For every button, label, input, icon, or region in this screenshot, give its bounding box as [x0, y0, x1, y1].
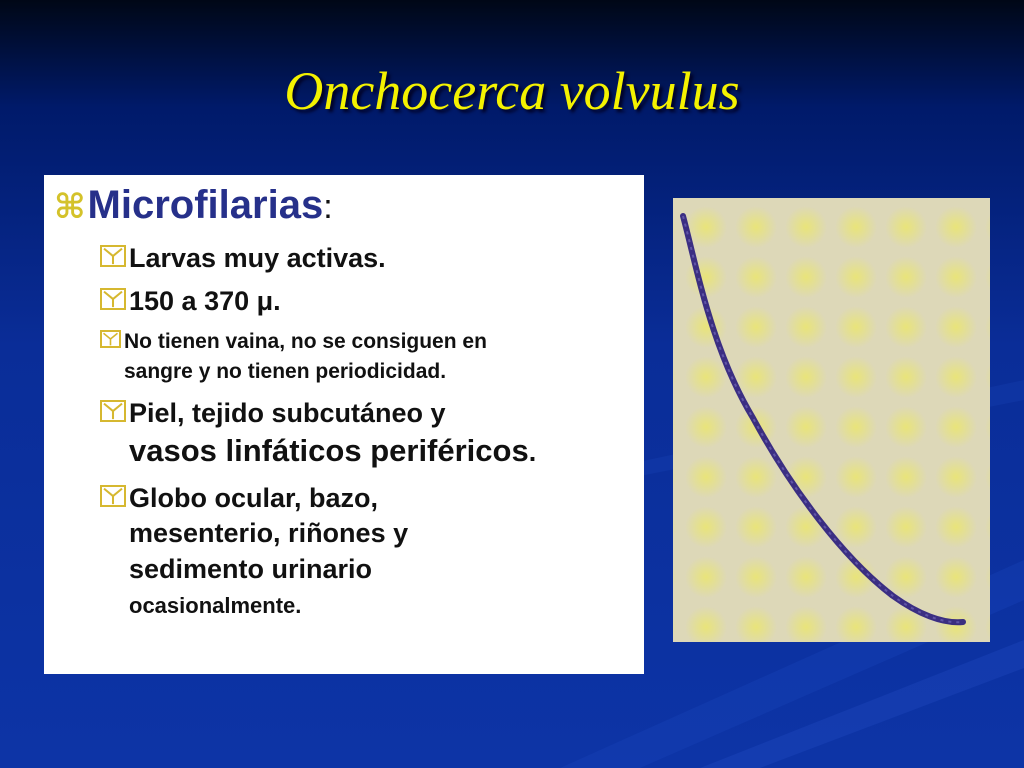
microfilaria-photo	[673, 198, 990, 642]
heading-colon: :	[323, 188, 333, 226]
checkbox-bullet-icon	[100, 330, 121, 348]
bullet-list	[54, 241, 634, 622]
microfilaria-worm-icon	[673, 198, 990, 642]
checkbox-bullet-icon	[100, 400, 126, 422]
list-item	[100, 327, 634, 386]
list-item	[100, 241, 634, 276]
heading-line	[54, 185, 634, 227]
list-item	[100, 284, 634, 319]
item-line: mesenterio, riñones y	[129, 518, 409, 549]
command-bullet-icon: ⌘	[54, 188, 86, 226]
item-line: sedimento urinario	[129, 553, 373, 584]
list-item	[100, 396, 634, 471]
item-text	[129, 481, 408, 621]
item-text	[124, 327, 487, 386]
item-line: No tienen vaina, no se consiguen en	[124, 330, 487, 354]
item-text: 150 a 370 μ.	[129, 286, 281, 317]
checkbox-bullet-icon	[100, 245, 126, 267]
heading-label: Microfilarias	[87, 183, 324, 227]
item-line: vasos linfáticos periféricos	[129, 433, 529, 469]
slide-title: Onchocerca volvulus	[284, 61, 740, 121]
checkbox-bullet-icon	[100, 288, 126, 310]
content-box	[44, 175, 644, 674]
item-line: sangre y no tienen periodicidad.	[124, 359, 447, 383]
item-suffix: .	[528, 437, 537, 468]
checkbox-bullet-icon	[100, 485, 126, 507]
item-line: Piel, tejido subcutáneo y	[129, 397, 446, 428]
item-line: Globo ocular, bazo,	[129, 483, 379, 514]
list-item	[100, 481, 634, 621]
item-text: Larvas muy activas.	[129, 243, 386, 273]
item-text	[129, 396, 536, 471]
item-line: ocasionalmente.	[129, 592, 302, 618]
